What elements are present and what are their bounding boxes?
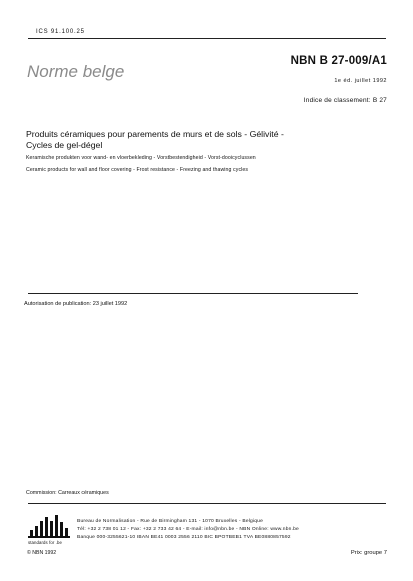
norm-id: NBN B 27-009/A1 <box>290 55 387 67</box>
middle-divider <box>28 293 358 294</box>
address-line: Bureau de Normalisation - Rue de Birmingham 131 - 1070 Bruxelles - Belgique <box>77 519 263 524</box>
classification-index: Indice de classement: B 27 <box>303 97 387 104</box>
copyright: © NBN 1992 <box>27 550 57 556</box>
edition-date: 1e éd. juillet 1992 <box>334 78 387 84</box>
logo-caption: standards for .be <box>28 540 62 545</box>
brand-title: Norme belge <box>27 62 125 81</box>
publication-authorization: Autorisation de publication: 23 juillet 1992 <box>24 301 128 307</box>
ics-code: ICS 91.100.25 <box>36 29 85 35</box>
title-english: Ceramic products for wall and floor covering - Frost resistance - Freezing and thawing cycles <box>26 167 249 173</box>
address-line: Banque 000-3255621-10 IBAN BE41 0003 2556 2110 BIC BPOTBEB1 TVA BE0880857592 <box>77 535 291 541</box>
title-dutch: Keramische produkten voor wand- en vloerbekleding - Vorstbestendigheid - Vorst-dooicyclussen <box>26 155 256 161</box>
title-french-line-1: Produits céramiques pour parements de murs et de sols - Gélivité - <box>26 129 284 139</box>
address-block <box>77 518 299 543</box>
address-line: Tél: +32 2 738 01 12 - Fax: +32 2 733 42 64 - E-mail: info@nbn.be - NBN Online: www.nbn.be <box>77 527 299 533</box>
title-french-line-2: Cycles de gel-dégel <box>26 140 103 150</box>
commission-label: Commission: Carreaux céramiques <box>26 490 109 496</box>
title-french <box>26 129 366 151</box>
nbn-logo-icon <box>27 510 71 540</box>
price-group: Prix: groupe 7 <box>350 550 387 556</box>
bottom-divider <box>28 503 386 504</box>
top-divider <box>28 38 386 39</box>
